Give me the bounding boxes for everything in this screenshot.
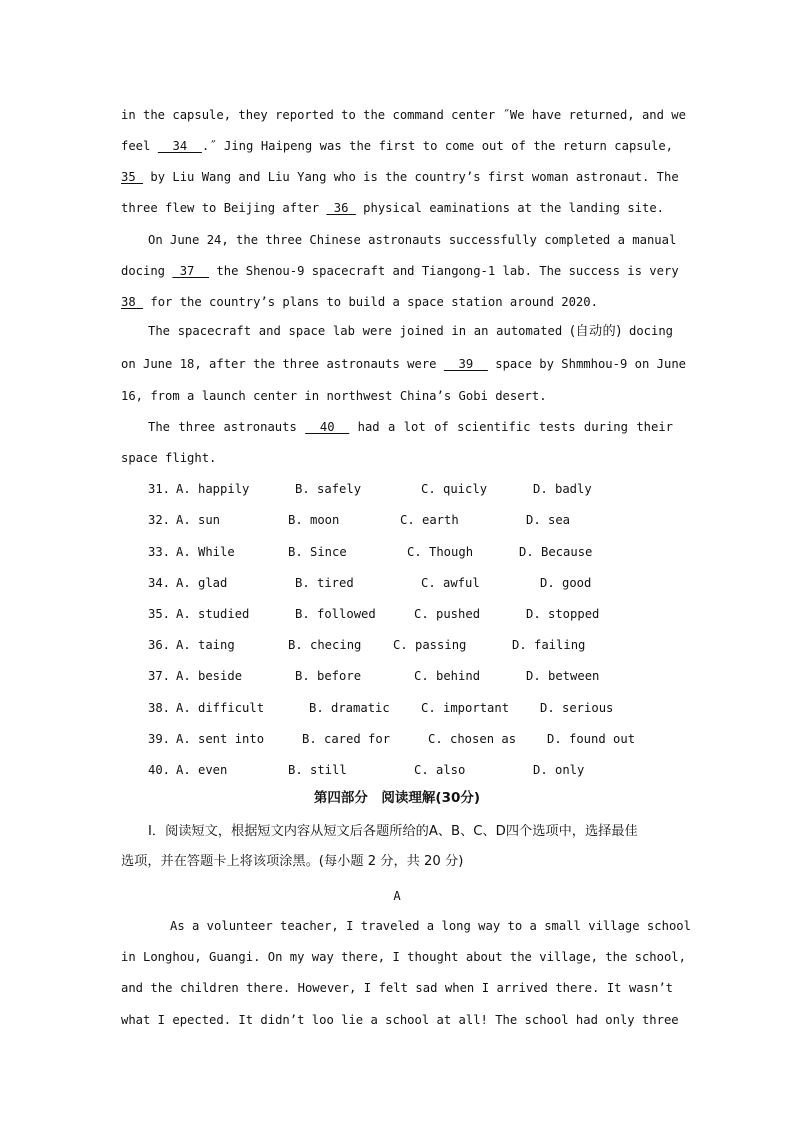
- question-number-34: 34.: [148, 576, 171, 590]
- option-b-37[interactable]: B. before: [295, 669, 362, 683]
- blank-37[interactable]: 37: [172, 264, 210, 278]
- passage-line-9: on June 18, after the three astronauts were 39 space by Shmmhou-9 on June: [121, 357, 687, 371]
- option-d-33[interactable]: D. Because: [519, 545, 593, 559]
- option-b-33[interactable]: B. Since: [288, 545, 347, 559]
- reading-line-1: As a volunteer teacher, I traveled a long way to a small village school: [170, 919, 691, 933]
- question-number-35: 35.: [148, 607, 171, 621]
- option-d-39[interactable]: D. found out: [547, 732, 636, 746]
- passage-line-8: The spacecraft and space lab were joined in an automated (自动的) docing: [148, 324, 674, 339]
- option-c-36[interactable]: C. passing: [393, 638, 467, 652]
- option-c-31[interactable]: C. quicly: [421, 482, 488, 496]
- question-number-39: 39.: [148, 732, 171, 746]
- option-b-39[interactable]: B. cared for: [302, 732, 391, 746]
- option-c-38[interactable]: C. important: [421, 701, 510, 715]
- option-c-37[interactable]: C. behind: [414, 669, 481, 683]
- option-a-37[interactable]: A. beside: [176, 669, 243, 683]
- passage-line-7: 38 for the country’s plans to build a space station around 2020.: [121, 295, 598, 309]
- question-number-32: 32.: [148, 513, 171, 527]
- question-number-33: 33.: [148, 545, 171, 559]
- reading-line-3: and the children there. However, I felt sad when I arrived there. It wasn’t: [121, 981, 673, 995]
- blank-34[interactable]: 34: [157, 139, 202, 153]
- passage-line-6: docing 37 the Shenou-9 spacecraft and Tiangong-1 lab. The success is very: [121, 264, 679, 278]
- option-d-34[interactable]: D. good: [540, 576, 592, 590]
- option-d-36[interactable]: D. failing: [512, 638, 586, 652]
- option-d-31[interactable]: D. badly: [533, 482, 592, 496]
- option-c-32[interactable]: C. earth: [400, 513, 459, 527]
- question-number-40: 40.: [148, 763, 171, 777]
- option-b-35[interactable]: B. followed: [295, 607, 376, 621]
- blank-40[interactable]: 40: [305, 420, 350, 434]
- option-a-36[interactable]: A. taing: [176, 638, 235, 652]
- option-d-32[interactable]: D. sea: [526, 513, 571, 527]
- option-b-38[interactable]: B. dramatic: [309, 701, 390, 715]
- option-c-33[interactable]: C. Though: [407, 545, 474, 559]
- option-d-40[interactable]: D. only: [533, 763, 585, 777]
- option-a-33[interactable]: A. While: [176, 545, 235, 559]
- option-c-34[interactable]: C. awful: [421, 576, 480, 590]
- question-number-31: 31.: [148, 482, 171, 496]
- passage-line-1: in the capsule, they reported to the command center ˝We have returned, and we: [121, 108, 686, 122]
- passage-line-3: 35 by Liu Wang and Liu Yang who is the country’s first woman astronaut. The: [121, 170, 679, 184]
- option-a-39[interactable]: A. sent into: [176, 732, 265, 746]
- section-title: 第四部分 阅读理解(30分): [313, 790, 481, 806]
- option-c-39[interactable]: C. chosen as: [428, 732, 517, 746]
- reading-line-2: in Longhou, Guangi. On my way there, I thought about the village, the school,: [121, 950, 686, 964]
- passage-line-2: feel 34 .˝ Jing Haipeng was the first to come out of the return capsule,: [121, 139, 673, 153]
- blank-35[interactable]: 35: [121, 170, 144, 184]
- option-b-32[interactable]: B. moon: [288, 513, 340, 527]
- question-number-36: 36.: [148, 638, 171, 652]
- option-a-35[interactable]: A. studied: [176, 607, 250, 621]
- blank-36[interactable]: 36: [326, 201, 356, 215]
- option-c-35[interactable]: C. pushed: [414, 607, 481, 621]
- option-b-31[interactable]: B. safely: [295, 482, 362, 496]
- passage-label: A: [393, 889, 401, 903]
- passage-line-12: space flight.: [121, 451, 217, 465]
- passage-line-10: 16, from a launch center in northwest China’s Gobi desert.: [121, 389, 547, 403]
- option-d-38[interactable]: D. serious: [540, 701, 614, 715]
- instruction-line-2: 选项，并在答题卡上将该项涂黑。(每小题 2 分，共 20 分): [121, 854, 464, 869]
- question-number-38: 38.: [148, 701, 171, 715]
- option-b-36[interactable]: B. checing: [288, 638, 362, 652]
- option-d-35[interactable]: D. stopped: [526, 607, 600, 621]
- option-d-37[interactable]: D. between: [526, 669, 600, 683]
- option-a-31[interactable]: A. happily: [176, 482, 250, 496]
- option-c-40[interactable]: C. also: [414, 763, 466, 777]
- blank-38[interactable]: 38: [121, 295, 144, 309]
- instruction-line-1: I．阅读短文，根据短文内容从短文后各题所给的A、B、C、D四个选项中，选择最佳: [148, 824, 638, 839]
- option-a-34[interactable]: A. glad: [176, 576, 228, 590]
- question-number-37: 37.: [148, 669, 171, 683]
- option-b-34[interactable]: B. tired: [295, 576, 354, 590]
- reading-line-4: what I epected. It didn’t loo lie a school at all! The school had only three: [121, 1013, 679, 1027]
- option-a-40[interactable]: A. even: [176, 763, 228, 777]
- passage-line-4: three flew to Beijing after 36 physical eaminations at the landing site.: [121, 201, 665, 215]
- blank-39[interactable]: 39: [443, 357, 488, 371]
- passage-line-11: The three astronauts 40 had a lot of scientific tests during their: [148, 420, 674, 434]
- passage-line-5: On June 24, the three Chinese astronauts successfully completed a manual: [148, 233, 677, 247]
- option-a-38[interactable]: A. difficult: [176, 701, 265, 715]
- option-a-32[interactable]: A. sun: [176, 513, 221, 527]
- option-b-40[interactable]: B. still: [288, 763, 347, 777]
